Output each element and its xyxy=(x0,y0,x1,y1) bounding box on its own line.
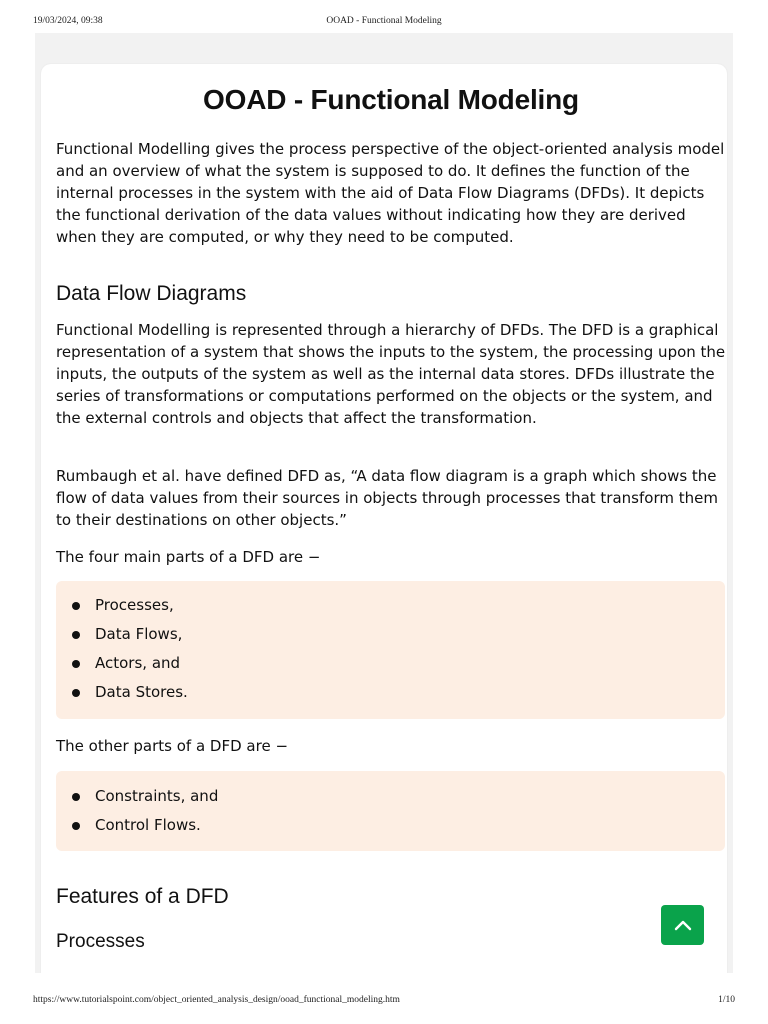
article-card xyxy=(41,64,727,973)
main-parts-intro: The four main parts of a DFD are − xyxy=(56,548,321,566)
chevron-up-icon xyxy=(674,919,692,931)
bullet-icon xyxy=(72,793,80,801)
section-heading-features: Features of a DFD xyxy=(56,885,229,908)
page-background xyxy=(35,33,733,973)
dfd-paragraph-1: Functional Modelling is represented through a hierarchy of DFDs. The DFD is a graphical representation of a system that shows the inputs to the system, the processing upon the inputs, the outputs of the system as well as the internal data stores. DFDs illustrate the series of transformations or computations performed on the objects or the system, and the external controls and objects that affect the transformation. xyxy=(56,321,726,427)
list-item xyxy=(56,649,725,678)
bullet-icon xyxy=(72,602,80,610)
print-doc-title: OOAD - Functional Modeling xyxy=(326,16,442,26)
list-item xyxy=(56,678,725,707)
other-parts-list xyxy=(56,771,725,851)
list-item-label: Processes, xyxy=(95,596,174,614)
list-item-label: Actors, and xyxy=(95,654,181,672)
list-item-label: Constraints, and xyxy=(95,787,219,805)
print-header xyxy=(33,16,735,30)
section-heading-dfd: Data Flow Diagrams xyxy=(56,282,247,305)
intro-paragraph: Functional Modelling gives the process perspective of the object-oriented analysis model and an overview of what the system is supposed to do. It defines the function of the internal processes in the system with the aid of Data Flow Diagrams (DFDs). It depicts the functional derivation of the data values without indicating how they are derived when they are computed, or why they need to be computed. xyxy=(56,140,725,246)
list-item-label: Data Stores. xyxy=(95,683,188,701)
bullet-icon xyxy=(72,631,80,639)
page-indicator: 1/10 xyxy=(718,995,735,1005)
list-item xyxy=(56,811,725,840)
bullet-icon xyxy=(72,689,80,697)
scroll-to-top-button[interactable] xyxy=(661,905,704,945)
print-footer xyxy=(33,995,735,1009)
main-parts-list xyxy=(56,581,725,719)
page-title: OOAD - Functional Modeling xyxy=(203,84,579,115)
list-item xyxy=(56,782,725,811)
list-item-label: Control Flows. xyxy=(95,816,201,834)
print-url: https://www.tutorialspoint.com/object_oriented_analysis_design/ooad_functional_modeling.htm xyxy=(33,995,400,1005)
print-datetime: 19/03/2024, 09:38 xyxy=(33,16,103,26)
other-parts-intro: The other parts of a DFD are − xyxy=(56,737,289,755)
list-item xyxy=(56,591,725,620)
list-item-label: Data Flows, xyxy=(95,625,183,643)
bullet-icon xyxy=(72,660,80,668)
list-item xyxy=(56,620,725,649)
bullet-icon xyxy=(72,822,80,830)
subheading-processes: Processes xyxy=(56,931,145,952)
dfd-paragraph-2: Rumbaugh et al. have defined DFD as, “A data flow diagram is a graph which shows the flow of data values from their sources in objects through processes that transform them to their destinations on other objects.” xyxy=(56,467,718,529)
